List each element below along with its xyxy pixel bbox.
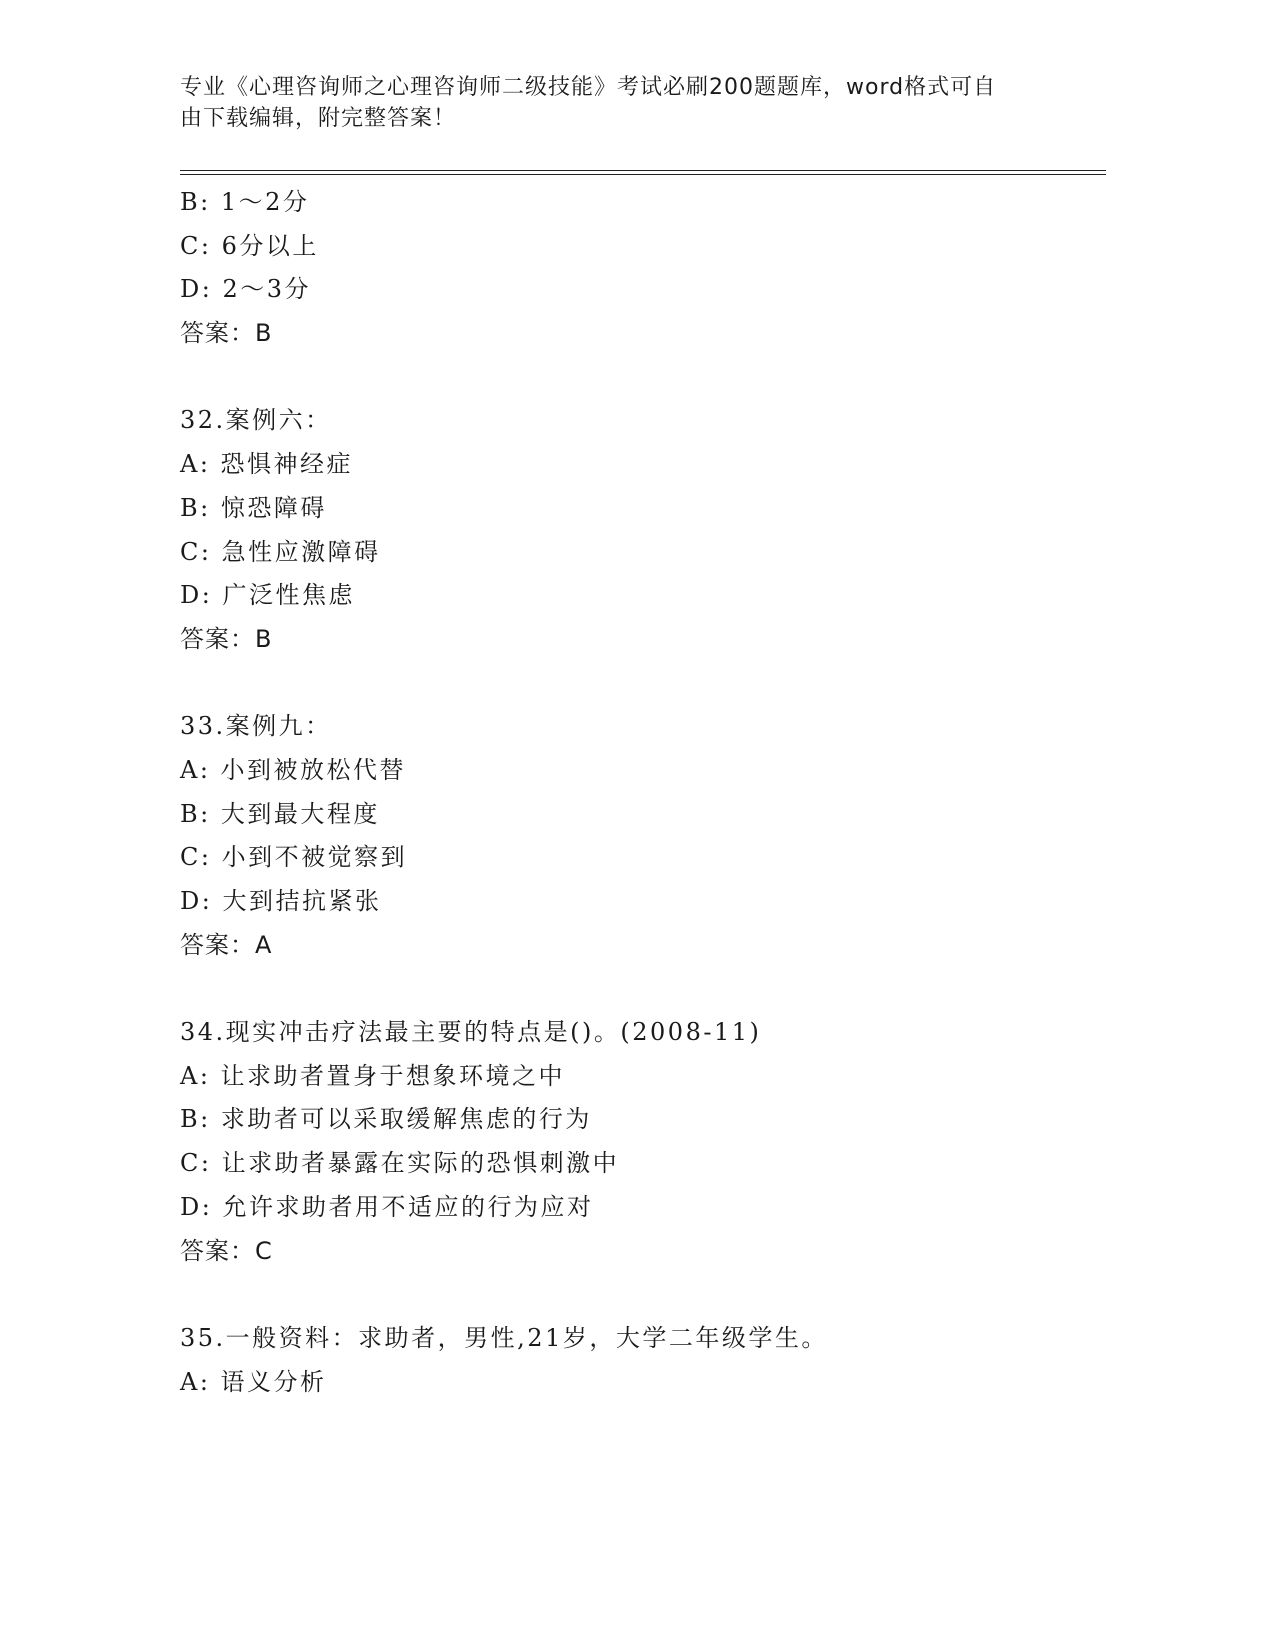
question-list (180, 181, 1100, 1404)
question-35 (180, 1317, 1100, 1404)
answer-line: 答案：B (180, 624, 273, 653)
option-c: C: 让求助者暴露在实际的恐惧刺激中 (180, 1149, 620, 1178)
spacer (180, 1273, 1100, 1317)
document-header (180, 72, 1060, 134)
answer-line: 答案：C (180, 1236, 273, 1265)
option-a: A: 小到被放松代替 (180, 755, 407, 784)
answer-line: 答案：B (180, 319, 273, 348)
spacer (180, 662, 1100, 706)
question-stem: 32.案例六： (180, 406, 332, 435)
spacer (180, 356, 1100, 400)
answer-line: 答案：A (180, 930, 273, 959)
header-divider-bottom (180, 174, 1106, 175)
option-a: A: 语义分析 (180, 1367, 327, 1396)
question-stem: 33.案例九： (180, 712, 332, 741)
header-line-2: 由下载编辑，附完整答案！ (180, 106, 457, 131)
option-d: D: 允许求助者用不适应的行为应对 (180, 1192, 594, 1221)
option-b: B: 惊恐障碍 (180, 493, 327, 522)
question-32 (180, 399, 1100, 661)
option-c: C: 小到不被觉察到 (180, 843, 408, 872)
option-b: B: 1～2分 (180, 188, 310, 216)
question-stem: 35.一般资料：求助者，男性,21岁，大学二年级学生。 (180, 1323, 828, 1352)
option-a: A: 让求助者置身于想象环境之中 (180, 1061, 566, 1090)
option-a: A: 恐惧神经症 (180, 450, 354, 479)
option-c: C: 6分以上 (180, 231, 319, 260)
question-stem: 34.现实冲击疗法最主要的特点是()。(2008-11) (180, 1018, 762, 1047)
header-divider-top (180, 170, 1106, 171)
option-b: B: 求助者可以采取缓解焦虑的行为 (180, 1105, 592, 1134)
option-b: B: 大到最大程度 (180, 799, 380, 828)
option-d: D: 广泛性焦虑 (180, 581, 355, 610)
option-d: D: 2～3分 (180, 275, 311, 304)
question-33 (180, 705, 1100, 967)
option-c: C: 急性应激障碍 (180, 537, 381, 566)
option-d: D: 大到拮抗紧张 (180, 887, 382, 915)
question-carryover (180, 181, 1100, 356)
spacer (180, 967, 1100, 1011)
header-line-1: 专业《心理咨询师之心理咨询师二级技能》考试必刷200题题库，word格式可自 (180, 75, 997, 100)
question-34 (180, 1011, 1100, 1273)
